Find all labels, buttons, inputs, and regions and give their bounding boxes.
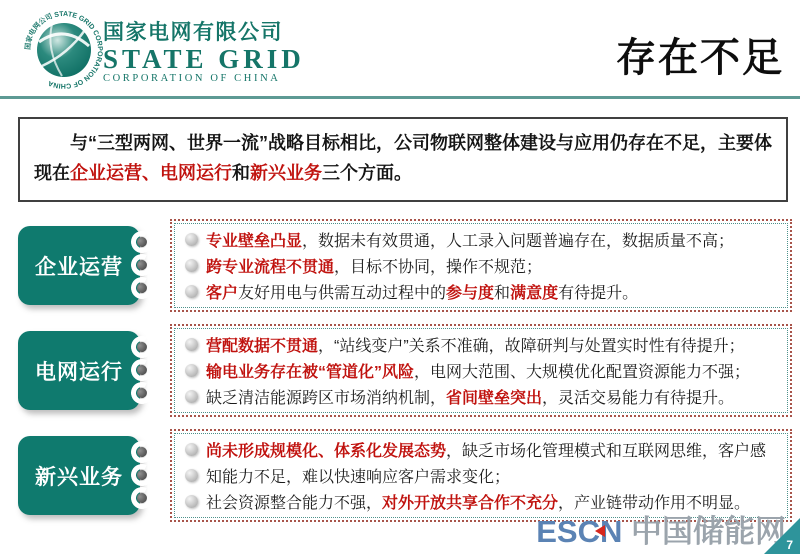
- page-corner-triangle: [764, 518, 800, 554]
- company-name-en: STATE GRID: [103, 44, 305, 74]
- bullet-sphere-icon: [185, 364, 198, 377]
- body-text: 和: [232, 163, 250, 183]
- body-text: 有待提升。: [558, 285, 639, 303]
- section-label: 新兴业务: [18, 436, 140, 515]
- section-content-box: [170, 324, 792, 417]
- body-text: ，电网大范围、大规模优化配置资源能力不强；: [414, 363, 751, 381]
- body-text: 和: [494, 285, 511, 303]
- page-title: 存在不足: [616, 36, 784, 80]
- body-text: ，灵活交易能力有待提升。: [542, 390, 735, 408]
- highlight-text: 输电业务存在被“管道化”风险: [206, 363, 415, 381]
- watermark-cn: 中国储能网: [631, 514, 786, 549]
- body-text: ，目标不协同，操作不规范；: [334, 258, 543, 276]
- body-text: 社会资源整合能力不强，: [206, 495, 383, 513]
- body-text: ，缺乏市场化管理模式和互联网思维，客户感: [446, 442, 767, 460]
- bullet-sphere-icon: [185, 233, 198, 246]
- sections: [18, 219, 792, 522]
- section-lines: [174, 223, 788, 308]
- bullet-line: [183, 384, 781, 410]
- bullet-line: [183, 279, 781, 305]
- section-label-box: [18, 226, 140, 305]
- bullet-line: [183, 226, 781, 252]
- body-text: ，“站线变户”关系不准确，故障研判与处置实时性有待提升；: [318, 337, 745, 355]
- body-text: 友好用电与供需互动过程中的: [238, 285, 447, 303]
- highlight-text: 专业壁垒凸显: [206, 232, 303, 250]
- intro-box: [18, 117, 788, 202]
- highlight-text: 对外开放共享合作不充分: [382, 495, 559, 513]
- bullet-sphere-icon: [185, 443, 198, 456]
- body-text: 知能力不足，难以快速响应客户需求变化；: [206, 468, 511, 486]
- logo-ring-text: 国家电网公司 STATE GRID CORPORATION OF CHINA: [24, 10, 104, 90]
- highlight-text: 参与度: [446, 285, 495, 303]
- highlight-text: 尚未形成规模化、体系化发展态势: [206, 442, 447, 460]
- bullet-sphere-icon: [185, 285, 198, 298]
- highlight-text: 省间壁垒突出: [446, 390, 543, 408]
- body-text: 三个方面。: [322, 163, 412, 183]
- bullet-sphere-icon: [185, 495, 198, 508]
- highlight-text: 新兴业务: [250, 163, 322, 183]
- bullet-sphere-icon: [185, 259, 198, 272]
- highlight-text: 满意度: [510, 285, 559, 303]
- section-row: [18, 324, 792, 417]
- body-text: 与“三型两网、世界一流”战略目标相比，公司物联网整体建设与应用仍存在不足，主要体现在: [34, 133, 772, 183]
- bullet-sphere-icon: [185, 390, 198, 403]
- section-lines: [174, 328, 788, 413]
- watermark-red-accent-icon: [595, 525, 605, 537]
- watermark-escn: ESCN: [536, 514, 623, 549]
- bullet-line: [183, 462, 781, 488]
- company-name-cn: 国家电网有限公司: [103, 21, 283, 44]
- intro-text: [34, 133, 772, 183]
- bullet-line: [183, 357, 781, 383]
- section-row: [18, 219, 792, 312]
- body-text: 缺乏清洁能源跨区市场消纳机制，: [206, 390, 447, 408]
- page-number: 7: [786, 538, 793, 552]
- state-grid-logo-icon: [22, 4, 106, 96]
- highlight-text: 客户: [206, 285, 239, 303]
- bullet-line: [183, 436, 781, 462]
- watermark: [536, 506, 786, 551]
- section-label-box: [18, 436, 140, 515]
- bullet-sphere-icon: [185, 469, 198, 482]
- body-text: ，数据未有效贯通，人工录入问题普遍存在，数据质量不高；: [302, 232, 735, 250]
- bullet-line: [183, 252, 781, 278]
- section-label: 企业运营: [18, 226, 140, 305]
- header-divider: [0, 96, 800, 99]
- bullet-sphere-icon: [185, 338, 198, 351]
- company-name-block: [103, 21, 305, 85]
- highlight-text: 企业运营、电网运行: [70, 163, 232, 183]
- highlight-text: 营配数据不贯通: [206, 337, 319, 355]
- highlight-text: 跨专业流程不贯通: [206, 258, 335, 276]
- section-label: 电网运行: [18, 331, 140, 410]
- bullet-line: [183, 331, 781, 357]
- section-content-box: [170, 219, 792, 312]
- section-label-box: [18, 331, 140, 410]
- company-name-sub: CORPORATION OF CHINA: [103, 73, 281, 84]
- body-text: ，产业链带动作用不明显。: [558, 495, 751, 513]
